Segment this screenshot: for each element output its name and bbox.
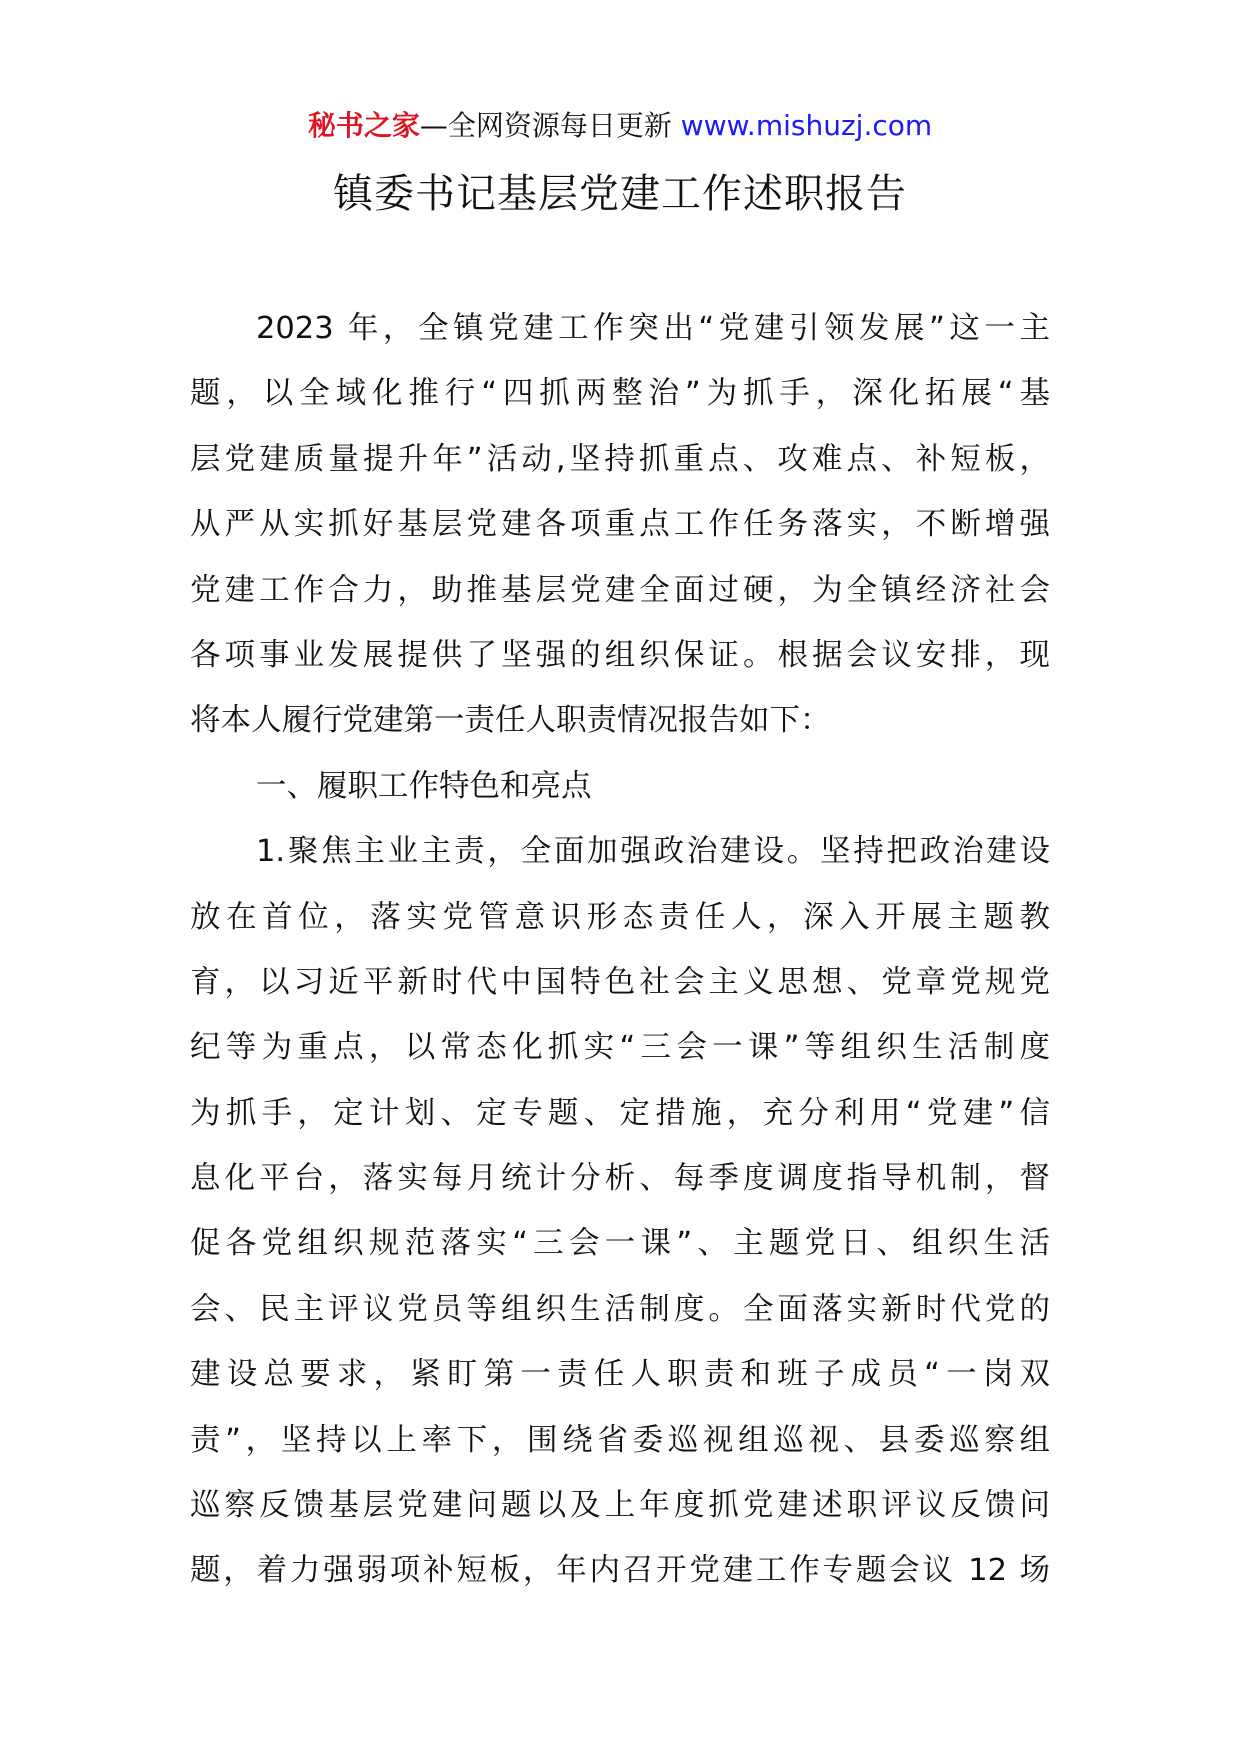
text-line: 将本人履行党建第一责任人职责情况报告如下： — [190, 703, 831, 739]
text-line: 为抓手，定计划、定专题、定措施，充分利用“党建”信 — [190, 1095, 1050, 1131]
paragraph-political-building — [190, 819, 1050, 1604]
text-line: 2023 年，全镇党建工作突出“党建引领发展”这一主 — [256, 311, 1050, 346]
text-line: 题，以全域化推行“四抓两整治”为抓手，深化拓展“基 — [190, 376, 1050, 412]
section-heading — [190, 754, 1050, 819]
text-line: 育，以习近平新时代中国特色社会主义思想、党章党规党 — [190, 964, 1050, 1000]
text-line: 促各党组织规范落实“三会一课”、主题党日、组织生活 — [190, 1226, 1050, 1262]
text-line: 层党建质量提升年”活动,坚持抓重点、攻难点、补短板， — [190, 441, 1050, 477]
text-line: 会、民主评议党员等组织生活制度。全面落实新时代党的 — [190, 1291, 1050, 1327]
document-body — [190, 296, 1050, 1604]
text-line: 纪等为重点，以常态化抓实“三会一课”等组织生活制度 — [190, 1030, 1050, 1066]
document-title: 镇委书记基层党建工作述职报告 — [333, 171, 907, 217]
site-brand: 秘书之家 — [307, 109, 420, 142]
paragraph-intro — [190, 296, 1050, 754]
text-line: 1.聚焦主业主责，全面加强政治建设。坚持把政治建设 — [256, 834, 1050, 870]
text-line: 责”，坚持以上率下，围绕省委巡视组巡视、县委巡察组 — [190, 1422, 1050, 1458]
text-line: 从严从实抓好基层党建各项重点工作任务落实，不断增强 — [190, 507, 1050, 543]
text-line: 各项事业发展提供了坚强的组织保证。根据会议安排，现 — [190, 637, 1050, 673]
site-tagline: —全网资源每日更新 — [419, 109, 672, 142]
site-header — [0, 106, 1240, 146]
site-url-link[interactable]: www.mishuzj.com — [680, 109, 933, 142]
text-line: 息化平台，落实每月统计分析、每季度调度指导机制，督 — [190, 1161, 1050, 1197]
text-line: 放在首位，落实党管意识形态责任人，深入开展主题教 — [190, 899, 1050, 935]
text-line: 建设总要求，紧盯第一责任人职责和班子成员“一岗双 — [190, 1357, 1050, 1393]
text-line: 巡察反馈基层党建问题以及上年度抓党建述职评议反馈问 — [190, 1488, 1050, 1524]
heading-line: 一、履职工作特色和亮点 — [256, 768, 592, 804]
text-line: 题，着力强弱项补短板，年内召开党建工作专题会议 12 场 — [190, 1553, 1050, 1589]
text-line: 党建工作合力，助推基层党建全面过硬，为全镇经济社会 — [190, 572, 1050, 608]
